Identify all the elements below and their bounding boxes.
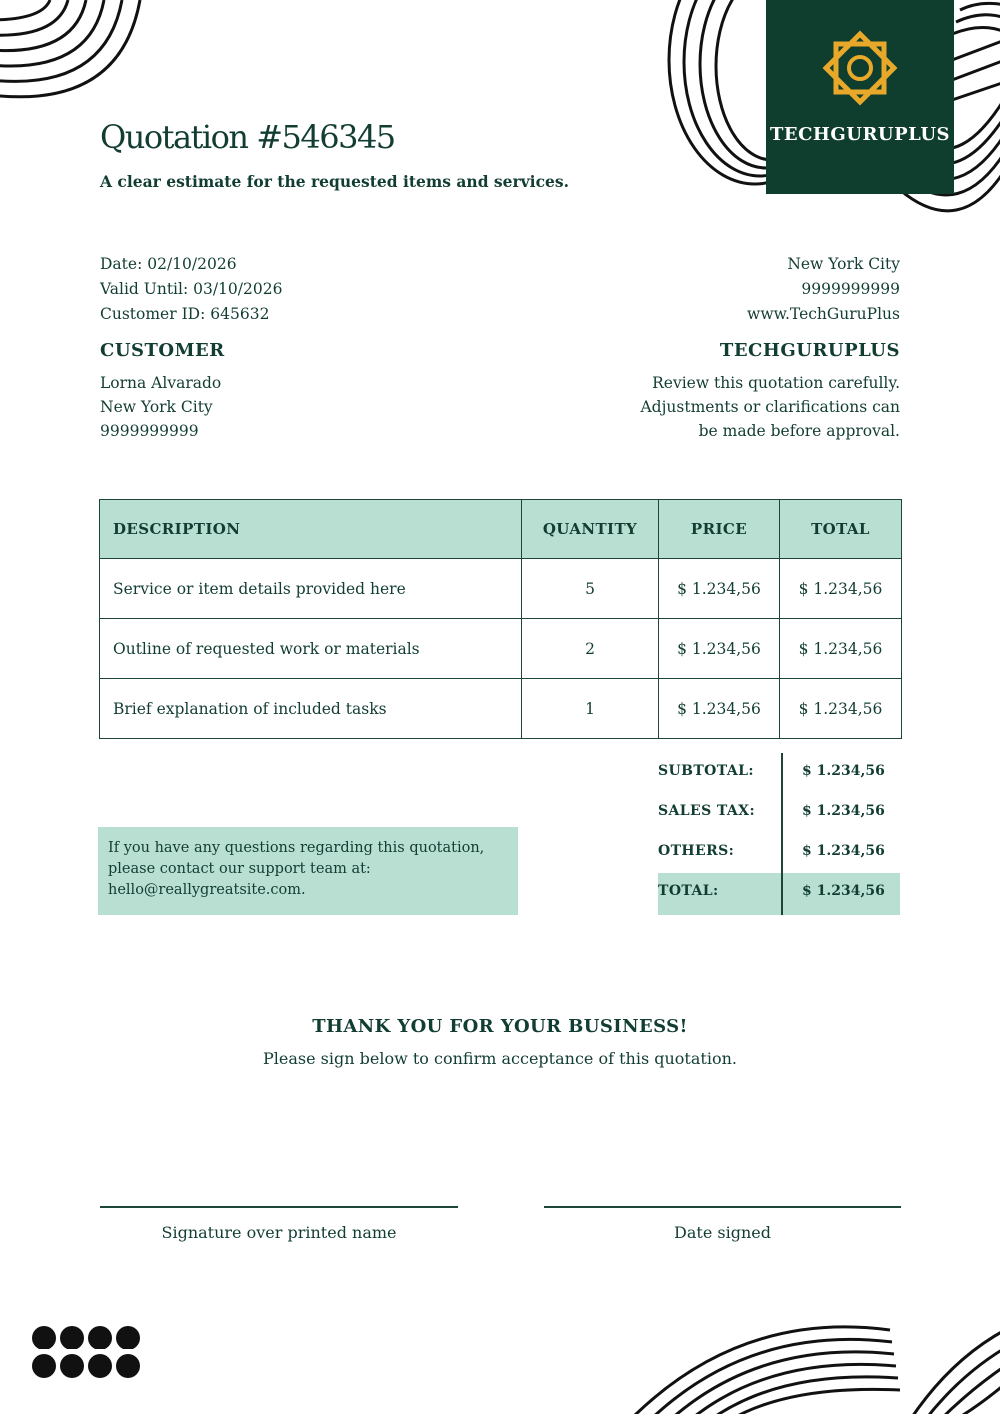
sales-tax-value: $ 1.234,56 — [802, 803, 885, 819]
quotation-title: Quotation #546345 — [100, 118, 395, 156]
item-description: Service or item details provided here — [100, 559, 522, 619]
customer-city: New York City — [100, 398, 213, 416]
customer-phone: 9999999999 — [100, 422, 199, 440]
questions-contact-box — [98, 827, 518, 915]
customer-details — [100, 371, 221, 443]
company-phone: 9999999999 — [801, 280, 900, 298]
item-total: $ 1.234,56 — [780, 679, 902, 739]
subtotal-value: $ 1.234,56 — [802, 763, 885, 779]
subtotal-row — [658, 753, 900, 793]
company-heading: TECHGURUPLUS — [719, 340, 900, 361]
signature-line — [100, 1206, 458, 1208]
customer-name: Lorna Alvarado — [100, 374, 222, 392]
quotation-date: Date: 02/10/2026 — [100, 255, 237, 273]
item-price: $ 1.234,56 — [659, 679, 780, 739]
quotation-valid-until: Valid Until: 03/10/2026 — [100, 280, 283, 298]
date-signed-label: Date signed — [674, 1223, 771, 1242]
item-price: $ 1.234,56 — [659, 559, 780, 619]
company-contact — [747, 252, 900, 327]
item-total: $ 1.234,56 — [780, 559, 902, 619]
company-note-line: Adjustments or clarifications can — [640, 398, 900, 416]
grand-total-value: $ 1.234,56 — [802, 883, 885, 899]
column-header-description: DESCRIPTION — [100, 500, 522, 559]
company-city: New York City — [787, 255, 900, 273]
subtotal-label: SUBTOTAL: — [658, 763, 754, 779]
quotation-meta — [100, 252, 282, 327]
customer-id: Customer ID: 645632 — [100, 305, 270, 323]
column-header-price: PRICE — [659, 500, 780, 559]
brand-block — [766, 0, 954, 194]
sales-tax-row — [658, 793, 900, 833]
customer-heading: CUSTOMER — [100, 340, 225, 361]
item-quantity: 2 — [522, 619, 659, 679]
company-note-line: Review this quotation carefully. — [652, 374, 900, 392]
item-total: $ 1.234,56 — [780, 619, 902, 679]
company-note — [640, 371, 900, 443]
decorative-dots-icon — [32, 1325, 144, 1381]
signature-label: Signature over printed name — [161, 1223, 397, 1242]
company-note-line: be made before approval. — [698, 422, 900, 440]
item-price: $ 1.234,56 — [659, 619, 780, 679]
company-website: www.TechGuruPlus — [747, 305, 900, 323]
items-table — [99, 499, 902, 739]
item-description: Outline of requested work or materials — [100, 619, 522, 679]
table-row — [100, 679, 902, 739]
sales-tax-label: SALES TAX: — [658, 803, 756, 819]
column-header-total: TOTAL — [780, 500, 902, 559]
table-row — [100, 619, 902, 679]
others-label: OTHERS: — [658, 843, 735, 859]
table-row — [100, 559, 902, 619]
thank-you-heading: THANK YOU FOR YOUR BUSINESS! — [312, 1016, 688, 1037]
grand-total-label: TOTAL: — [658, 883, 719, 899]
quotation-subtitle: A clear estimate for the requested items and services. — [100, 172, 569, 191]
totals-summary — [658, 753, 900, 915]
item-quantity: 5 — [522, 559, 659, 619]
octagram-logo-icon — [820, 28, 900, 108]
column-header-quantity: QUANTITY — [522, 500, 659, 559]
table-header-row — [100, 500, 902, 559]
contact-line: please contact our support team at: — [108, 861, 371, 877]
contact-email: hello@reallygreatsite.com. — [108, 882, 306, 898]
grand-total-row — [658, 873, 900, 915]
item-quantity: 1 — [522, 679, 659, 739]
item-description: Brief explanation of included tasks — [100, 679, 522, 739]
brand-name: TECHGURUPLUS — [769, 124, 951, 145]
totals-divider — [781, 753, 783, 915]
contact-line: If you have any questions regarding this quotation, — [108, 840, 485, 856]
decorative-swirl-bottom-right — [620, 1320, 1000, 1414]
others-value: $ 1.234,56 — [802, 843, 885, 859]
others-row — [658, 833, 900, 873]
sign-instruction: Please sign below to confirm acceptance of this quotation. — [263, 1049, 737, 1068]
decorative-swirl-top-left — [0, 0, 160, 110]
date-signed-line — [544, 1206, 901, 1208]
